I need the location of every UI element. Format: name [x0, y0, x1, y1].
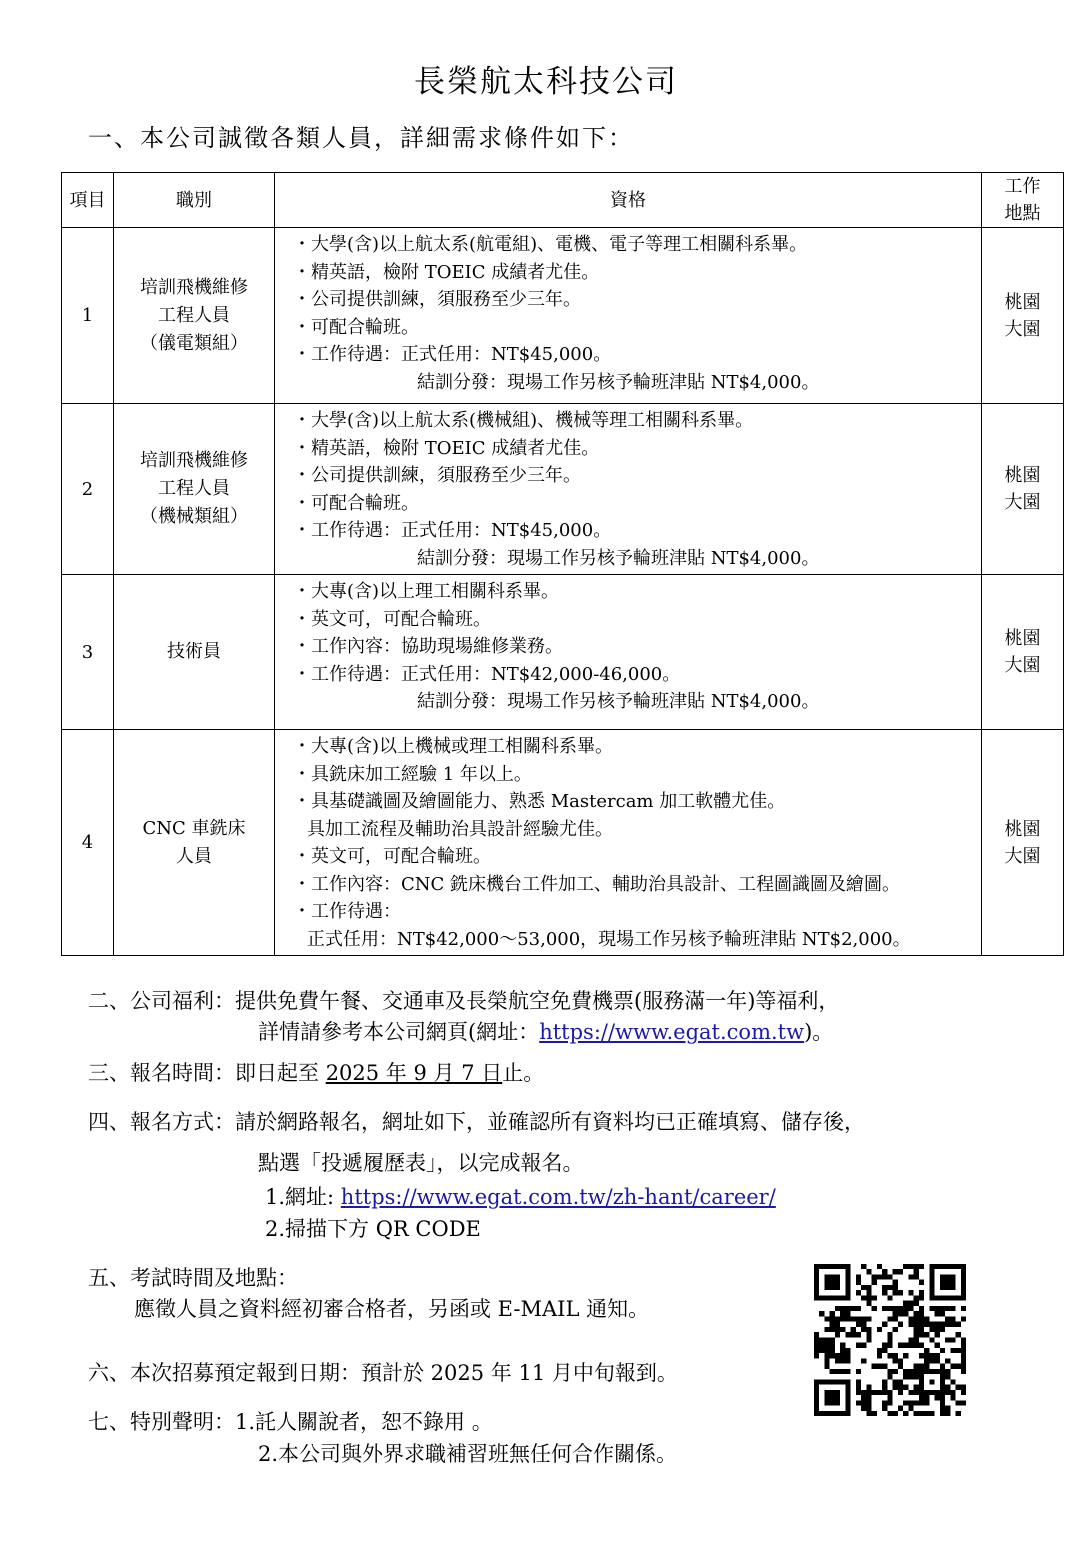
job-location-line: 大園 [1004, 318, 1041, 340]
requirement-item: ・大學(含)以上航太系(航電組)、電機、電子等理工相關科系畢。 [293, 234, 808, 255]
requirement-item: ・公司提供訓練，須服務至少三年。 [293, 465, 581, 486]
table-row [62, 730, 1064, 956]
row-number: 4 [62, 730, 114, 956]
job-location-line: 大園 [1004, 655, 1041, 676]
requirement-item: 正式任用：NT$42,000～53,000，現場工作另核予輪班津貼 NT$2,000。 [307, 928, 911, 950]
requirement-item: ・具銑床加工經驗 1 年以上。 [293, 763, 532, 785]
job-title [114, 228, 275, 404]
section-3-suffix: 止。 [502, 1061, 545, 1085]
job-title-line: 培訓飛機維修 [140, 450, 248, 471]
header-location-line1: 工作 [1004, 176, 1041, 197]
section-2-suffix: )。 [804, 1020, 834, 1044]
section-6: 六、本次招募預定報到日期：預計於 2025 年 11 月中旬報到。 [88, 1361, 678, 1385]
section-5-line2: 應徵人員之資料經初審合格者，另函或 E-MAIL 通知。 [134, 1297, 650, 1321]
section-4-line1: 四、報名方式：請於網路報名，網址如下，並確認所有資料均已正確填寫、儲存後， [88, 1110, 865, 1134]
requirement-item: ・大專(含)以上機械或理工相關科系畢。 [293, 736, 614, 757]
job-title-line: 工程人員 [158, 304, 230, 326]
qr-code-icon[interactable] [814, 1264, 966, 1416]
section-7-line2: 2.本公司與外界求職補習班無任何合作關係。 [258, 1442, 678, 1466]
job-location-line: 桃園 [1004, 628, 1041, 649]
requirement-item: 結訓分發：現場工作另核予輪班津貼 NT$4,000。 [417, 547, 820, 569]
job-location [982, 575, 1064, 730]
requirement-item: ・工作內容：協助現場維修業務。 [293, 636, 563, 657]
job-requirements [275, 404, 982, 575]
requirement-item: ・精英語，檢附 TOEIC 成績者尤佳。 [293, 437, 600, 459]
deadline-date: 2025 年 9 月 7 日 [325, 1061, 503, 1085]
requirement-item: ・可配合輪班。 [293, 492, 419, 514]
job-location-line: 大園 [1004, 492, 1041, 513]
requirement-item: ・大專(含)以上理工相關科系畢。 [293, 581, 560, 602]
job-location-line: 桃園 [1004, 818, 1041, 840]
job-title-line: 培訓飛機維修 [140, 276, 248, 298]
job-requirements [275, 575, 982, 730]
header-location [982, 173, 1064, 228]
job-location-line: 桃園 [1004, 291, 1041, 313]
table-row [62, 404, 1064, 575]
requirement-item: ・英文可，可配合輪班。 [293, 846, 491, 867]
requirement-item: 具加工流程及輔助治具設計經驗尤佳。 [307, 818, 613, 840]
job-location [982, 404, 1064, 575]
career-link[interactable]: https://www.egat.com.tw/zh-hant/career/ [340, 1185, 776, 1209]
header-no: 項目 [62, 173, 114, 228]
section-3 [88, 1057, 544, 1089]
section-4-url-label: 1.網址: [265, 1185, 341, 1209]
row-number: 2 [62, 404, 114, 575]
job-location [982, 228, 1064, 404]
requirement-item: ・工作待遇：正式任用：NT$42,000-46,000。 [293, 663, 681, 685]
job-title [114, 575, 275, 730]
section-1-heading: 一、本公司誠徵各類人員，詳細需求條件如下： [88, 124, 634, 152]
section-7-line1: 七、特別聲明：1.託人關說者，恕不錄用 。 [88, 1410, 493, 1434]
job-title-line: （機械類組） [140, 506, 248, 527]
job-table [61, 172, 1064, 956]
job-requirements [275, 730, 982, 956]
section-5-line1: 五、考試時間及地點： [88, 1266, 298, 1290]
requirement-item: ・工作待遇：正式任用：NT$45,000。 [293, 520, 612, 541]
requirement-item: ・公司提供訓練，須服務至少三年。 [293, 289, 581, 310]
job-title [114, 404, 275, 575]
job-title [114, 730, 275, 956]
row-number: 1 [62, 228, 114, 404]
section-2-prefix: 詳情請參考本公司網頁(網址： [258, 1020, 540, 1044]
section-4-line4: 2.掃描下方 QR CODE [265, 1217, 481, 1241]
header-location-line2: 地點 [1004, 203, 1041, 224]
job-location-line: 桃園 [1004, 465, 1041, 486]
row-number: 3 [62, 575, 114, 730]
section-3-prefix: 三、報名時間：即日起至 [88, 1061, 326, 1085]
requirement-item: ・工作內容：CNC 銑床機台工件加工、輔助治具設計、工程圖識圖及繪圖。 [293, 873, 901, 895]
requirement-item: ・英文可，可配合輪班。 [293, 608, 491, 630]
job-location [982, 730, 1064, 956]
table-header-row [62, 173, 1064, 228]
header-requirements: 資格 [275, 173, 982, 228]
job-title-line: CNC 車銑床 [142, 817, 246, 839]
section-2-line2 [258, 1016, 833, 1048]
requirement-item: 結訓分發：現場工作另核予輪班津貼 NT$4,000。 [417, 691, 820, 712]
job-title-line: 工程人員 [158, 478, 230, 499]
job-title-line: 人員 [176, 845, 212, 867]
header-title: 職別 [114, 173, 275, 228]
requirement-item: ・可配合輪班。 [293, 316, 419, 338]
requirement-item: ・具基礎識圖及繪圖能力、熟悉 Mastercam 加工軟體尤佳。 [293, 791, 786, 812]
requirement-item: ・精英語，檢附 TOEIC 成績者尤佳。 [293, 261, 600, 283]
table-row [62, 228, 1064, 404]
requirement-item: 結訓分發：現場工作另核予輪班津貼 NT$4,000。 [417, 371, 820, 393]
job-title-line: （儀電類組） [140, 332, 248, 354]
requirement-item: ・工作待遇： [293, 901, 401, 922]
job-requirements [275, 228, 982, 404]
section-4-line3 [265, 1181, 776, 1213]
job-title-line: 技術員 [167, 641, 221, 662]
section-2-line1: 二、公司福利：提供免費午餐、交通車及長榮航空免費機票(服務滿一年)等福利， [88, 989, 840, 1013]
section-4-line2: 點選「投遞履歷表」，以完成報名。 [258, 1151, 584, 1175]
company-website-link[interactable]: https://www.egat.com.tw [539, 1020, 805, 1044]
job-location-line: 大園 [1004, 845, 1041, 867]
requirement-item: ・大學(含)以上航太系(機械組)、機械等理工相關科系畢。 [293, 410, 754, 431]
requirement-item: ・工作待遇：正式任用：NT$45,000。 [293, 344, 612, 365]
page-title: 長榮航太科技公司 [414, 64, 678, 100]
table-row [62, 575, 1064, 730]
